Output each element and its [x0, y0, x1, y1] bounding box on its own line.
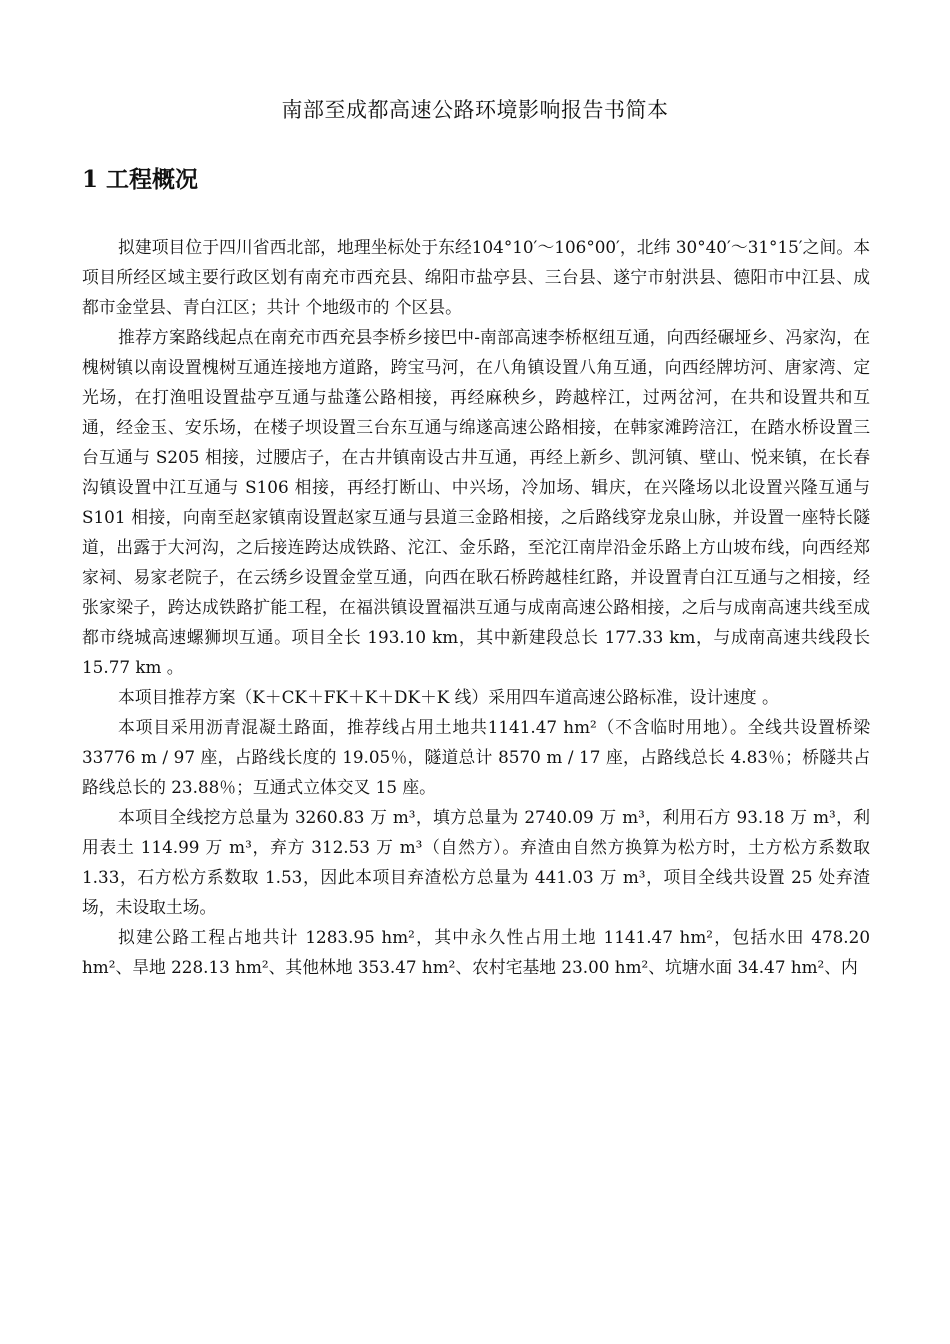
section-heading: 1 工程概况	[82, 166, 199, 193]
paragraph-land-use: 拟建公路工程占地共计 1283.95 hm²，其中永久性占用土地 1141.47 hm²，包括水田 478.20 hm²、旱地 228.13 hm²、其他林地 353.47 hm²、农村宅基地 23.00 hm²、坑塘水面 34.47 hm²、内	[82, 927, 870, 977]
paragraph-standard: 本项目推荐方案（K＋CK＋FK＋K＋DK＋K 线）采用四车道高速公路标准，设计速度 。	[118, 687, 779, 707]
page-title: 南部至成都高速公路环境影响报告书简本	[281, 98, 669, 122]
paragraph-route: 推荐方案路线起点在南充市西充县李桥乡接巴中-南部高速李桥枢纽互通，向西经碾垭乡、冯家沟，在槐树镇以南设置槐树互通连接地方道路，跨宝马河，在八角镇设置八角互通，向西经牌坊河、唐家湾、定光场，在打渔咀设置盐亭互通与盐蓬公路相接，再经麻秧乡，跨越梓江，过两岔河，在共和设置共和互通，经金玉、安乐场，在楼子坝设置三台东互通与绵遂高速公路相接，在韩家滩跨涪江，在踏水桥设置三台互通与 S205 相接，过腰店子，在古井镇南设古井互通，再经上新乡、凯河镇、壁山、悦来镇，在长春沟镇设置中江互通与 S106 相接，再经打断山、中兴场，冷加场、辑庆，在兴隆场以北设置兴隆互通与 S101 相接，向南至赵家镇南设置赵家互通与县道三金路相接，之后路线穿龙泉山脉，并设置一座特长隧道，出露于大河沟，之后接连跨达成铁路、沱江、金乐路，至沱江南岸沿金乐路上方山坡布线，向西经郑家祠、易家老院子，在云绣乡设置金堂互通，向西在耿石桥跨越桂红路，并设置青白江互通与之相接，经张家梁子，跨达成铁路扩能工程，在福洪镇设置福洪互通与成南高速公路相接，之后与成南高速共线至成都市绕城高速螺狮坝互通。项目全长 193.10 km，其中新建段总长 177.33 km，与成南高速共线段长 15.77 km 。	[82, 327, 870, 677]
paragraph-bridges-tunnels: 本项目采用沥青混凝土路面，推荐线占用土地共1141.47 hm²（不含临时用地）。全线共设置桥梁 33776 m / 97 座，占路线长度的 19.05％，隧道总计 8570 m / 17 座，占路线总长 4.83％；桥隧共占路线总长的 23.88％；互通式立体交叉 15 座。	[82, 717, 870, 797]
body-text	[82, 232, 870, 982]
paragraph-earthwork: 本项目全线挖方总量为 3260.83 万 m³，填方总量为 2740.09 万 m³，利用石方 93.18 万 m³，利用表土 114.99 万 m³，弃方 312.53 万 m³（自然方）。弃渣由自然方换算为松方时，土方松方系数取 1.33，石方松方系数取 1.53，因此本项目弃渣松方总量为 441.03 万 m³，项目全线共设置 25 处弃渣场，未设取土场。	[82, 807, 870, 917]
paragraph-location: 拟建项目位于四川省西北部，地理坐标处于东经104°10′～106°00′，北纬 30°40′～31°15′之间。本项目所经区域主要行政区划有南充市西充县、绵阳市盐亭县、三台县、遂宁市射洪县、德阳市中江县、成都市金堂县、青白江区；共计 个地级市的 个区县。	[82, 237, 870, 317]
